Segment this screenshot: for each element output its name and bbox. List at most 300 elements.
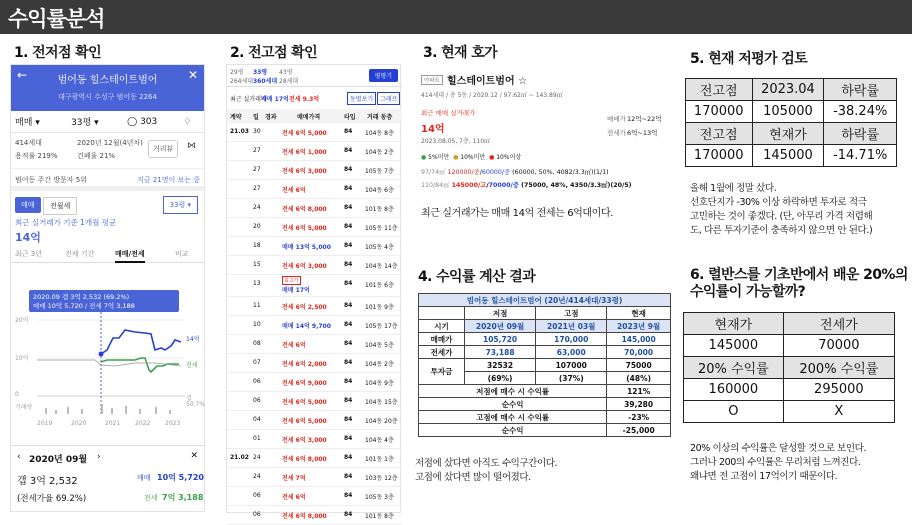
calc-note (415, 457, 557, 485)
cell-floor: 101동 1층 (365, 456, 394, 463)
calc-empty (419, 307, 465, 320)
range-tab-compare[interactable]: 비교 (175, 250, 189, 258)
sale-series-line (101, 330, 181, 354)
by-building-button[interactable]: 동별보기 (347, 92, 376, 105)
uv-h2-b: 현재가 (752, 123, 824, 145)
table-row[interactable] (227, 123, 402, 142)
table-row[interactable] (227, 430, 402, 449)
calc-note-line-2: 고점에 샀다면 많이 떨어졌다. (415, 472, 531, 483)
cell-floor: 104동 2층 (365, 149, 394, 156)
visitor-rank: 범어동 주간 방문자 5위 (15, 176, 87, 184)
selected-period-summary (11, 445, 206, 515)
cell-floor: 104동 5층 (365, 342, 394, 349)
cell-price: 전세 6억 (282, 187, 306, 194)
recent-price-label: 최근 실거래가 (230, 96, 267, 103)
uv-v1-a: 170000 (686, 101, 753, 123)
x-tick-2020: 2020 (71, 420, 87, 427)
section-5-heading: 5. 현재 저평가 검토 (690, 51, 808, 67)
y-label-top: 20억 (15, 317, 29, 324)
uv-h2-c: 하락률 (824, 123, 897, 145)
uv-v1-c: -38.24% (824, 101, 897, 123)
cell-price: 전세 6억 5,000 (282, 225, 327, 232)
rent-now: 70,000 (607, 346, 671, 359)
calc-col-now: 현재 (607, 307, 671, 320)
uv-note-line-2: 선호단지가 -30% 이상 하락하면 투자로 적극 (690, 197, 867, 208)
return-target-table (683, 312, 895, 423)
cell-price: 전세 6억 8,000 (282, 513, 327, 520)
col-elapsed: 경과 (265, 114, 277, 121)
rt-note-line-2: 그러나 200의 수익률은 무리처럼 느껴진다. (690, 457, 861, 468)
cell-month: 21.02 (230, 454, 249, 461)
sale-now: 145,000 (607, 333, 671, 346)
legend-rent: 전세 (186, 362, 198, 369)
size-dropdown[interactable]: 33평 ▾ (163, 196, 198, 214)
deal-type-select[interactable] (11, 115, 67, 128)
rent-ratio: (전세가율 69.2%) (17, 494, 87, 504)
time-now: 2023년 9월 (607, 320, 671, 333)
cell-floor: 105동 17층 (365, 323, 398, 330)
inv-now: 75000 (607, 359, 671, 372)
dot-green-icon: ● (421, 154, 427, 161)
uv-note-line-4: 도, 다른 투자기준이 충족하지 않으면 안 된다.) (690, 225, 873, 236)
cell-day: 27 (253, 147, 261, 154)
inv-pct-high: (37%) (536, 372, 607, 385)
coverage-ratio: 건폐율 21% (77, 152, 116, 160)
apartment-name: 범어동 힐스테이트범어 (57, 75, 158, 86)
cell-day: 24 (253, 454, 261, 461)
uv-v1-b: 105000 (752, 101, 824, 123)
cell-type: 84 (344, 473, 353, 480)
sale-range-label: 매매가 (607, 115, 626, 123)
comment-icon: ◯ (127, 116, 138, 127)
uv-note-line-3: 고민하는 것이 좋겠다. (단, 아무리 가격 저렴해 (690, 211, 873, 222)
volume-bars (45, 404, 171, 414)
sum-label-4: 순수익 (419, 424, 607, 437)
selected-point (99, 352, 104, 357)
rt-v1-a: 145000 (684, 335, 784, 357)
cell-price: 전세 6억 5,000 (282, 399, 327, 406)
share-icon[interactable]: ⋈ (187, 141, 196, 151)
table-row[interactable] (227, 411, 402, 430)
line2-rent: 70000/중 (488, 182, 519, 189)
cell-day: 18 (253, 242, 261, 249)
filter-row (11, 111, 204, 133)
listing-name[interactable]: 힐스테이트범어 ☆ (447, 76, 528, 87)
current-listing (421, 68, 666, 228)
chart-tooltip (29, 290, 179, 312)
gap-value: 갭 3억 2,532 (17, 476, 78, 487)
recent-price: 14억 (15, 231, 41, 244)
cell-floor: 101동 8층 (365, 206, 394, 213)
rent-low: 73,188 (465, 346, 536, 359)
page-title: 수익률분석 (8, 7, 105, 31)
cell-floor: 104동 8층 (365, 130, 394, 137)
cell-price: 전세 6억 3,000 (282, 263, 327, 270)
undervalue-table (685, 78, 897, 167)
cell-type: 84 (344, 492, 353, 499)
line1-detail: (60000, 50%, 4082/3.3㎡)(1/1) (512, 169, 609, 176)
table-row[interactable] (227, 256, 402, 275)
cell-day: 08 (253, 340, 261, 347)
rt-v2-b: 295000 (783, 379, 894, 401)
cell-floor: 101동 8층 (365, 513, 394, 520)
legend-sale: 14억 (186, 336, 200, 343)
uv-h1-a: 전고점 (686, 79, 753, 101)
cell-type: 84 (344, 340, 353, 347)
uv-h1-b: 2023.04 (752, 79, 824, 101)
sale-range: 12억~22억 (627, 115, 662, 123)
table-row[interactable] (227, 506, 402, 525)
sum-value-2: 39,280 (607, 398, 671, 411)
cell-type: 84 (344, 378, 353, 385)
cell-price: 매매 17억 (282, 287, 310, 294)
rt-note-line-3: 왜냐면 전 고점이 17억이기 때문이다. (690, 471, 838, 482)
size-dropdown-label: 33평 (169, 201, 186, 209)
calc-col-low: 저점 (465, 307, 536, 320)
table-row[interactable] (227, 275, 402, 297)
cell-price: 전세 6억 (282, 342, 306, 349)
calc-note-line-1: 저점에 샀다면 아직도 수익구간이다. (415, 458, 558, 469)
cell-price: 전세 6억 5,000 (282, 418, 327, 425)
table-row[interactable] (227, 199, 402, 218)
section-6-heading-line1: 6. 렬반스를 기초반에서 배운 20%의 (690, 267, 908, 283)
title-bar (0, 0, 912, 34)
tab-sale[interactable]: 매매 (15, 197, 41, 213)
recent-price-block (11, 215, 204, 245)
range-tab-sale-rent[interactable]: 매매/전세 (115, 249, 145, 263)
section-4-heading: 4. 수익률 계산 결과 (418, 269, 536, 285)
cell-type: 84 (344, 242, 353, 249)
uv-h1-c: 하락률 (824, 79, 897, 101)
col-price: 매매가격 (297, 114, 321, 121)
cell-floor: 103동 12층 (365, 475, 398, 482)
recent-sale-price: 14억 (421, 124, 445, 135)
uv-h2-a: 전고점 (686, 123, 753, 145)
size-select[interactable] (67, 115, 123, 128)
section-2-heading: 2. 전고점 확인 (230, 45, 318, 61)
cell-day: 30 (253, 128, 261, 135)
selected-date: 2020년 09월 (29, 455, 88, 465)
cell-floor: 104동 9층 (365, 380, 394, 387)
comments-button[interactable] (123, 117, 179, 127)
dot-red-icon: ● (489, 154, 495, 161)
comments-count: 303 (140, 116, 158, 127)
sale-low: 105,720 (465, 333, 536, 346)
tab-row (11, 191, 204, 215)
rt-h2-b: 200% 수익률 (783, 357, 894, 379)
calc-title: 범어동 힐스테이트범어 (20년/414세대/33평) (419, 294, 671, 307)
dot-orange-icon: ● (453, 154, 459, 161)
table-row[interactable] (227, 180, 402, 199)
apartment-address: 대구광역시 수성구 범어동 2264 (58, 93, 157, 101)
building-info (11, 133, 204, 169)
table-row[interactable] (227, 335, 402, 354)
cell-type: 84 (344, 147, 353, 154)
next-icon[interactable]: › (97, 452, 101, 462)
sum-value-4: -25,000 (607, 424, 671, 437)
cell-price: 전세 6억 2,500 (282, 304, 327, 311)
line2-size: 110/84㎡ (421, 182, 450, 189)
cell-day: 06 (253, 378, 261, 385)
x-tick-2022: 2022 (135, 420, 151, 427)
x-tick-2021: 2021 (105, 420, 121, 427)
cell-floor: 101동 9층 (365, 304, 394, 311)
recent-price-row (227, 91, 402, 105)
cell-price: 전세 6억 3,000 (282, 437, 327, 444)
listing-line-2: 110/84㎡ 145000/고/70000/중 (75000, 48%, 4350/3.3㎡)(20/5) (421, 182, 632, 189)
line1-rent: 60000/중 (481, 169, 511, 176)
uv-v2-b: 145000 (752, 145, 824, 167)
time-high: 2021년 03월 (536, 320, 607, 333)
recent-rent: 전세 9.3억 (289, 96, 320, 103)
section-6-heading-line2: 수익률이 가능할까? (690, 284, 806, 300)
distance-view-button[interactable]: 거리뷰 (148, 140, 178, 158)
undervalue-note (690, 182, 872, 238)
size-tab-row (227, 65, 402, 87)
table-row[interactable] (227, 468, 402, 487)
cell-day: 10 (253, 321, 261, 328)
table-row[interactable] (227, 297, 402, 316)
cell-type: 84 (344, 128, 353, 135)
uv-note-line-1: 올해 1월에 정말 샀다. (690, 183, 777, 194)
chevron-down-icon: ▾ (35, 118, 40, 128)
return-target-note (690, 442, 866, 484)
cell-floor: 105동 3층 (365, 494, 394, 501)
prev-icon[interactable]: ‹ (17, 452, 21, 462)
size-tab-43[interactable]: 43평 28세대 (279, 69, 299, 85)
size-tab-33[interactable]: 33평 360세대 (253, 69, 278, 85)
time-low: 2020년 09월 (465, 320, 536, 333)
current-note: 최근 실거래가는 매매 14억 전세는 6억대이다. (421, 208, 613, 219)
cell-type: 84 (344, 185, 353, 192)
cell-day: 06 (253, 492, 261, 499)
cell-type: 84 (344, 511, 353, 518)
rent-series-line (101, 358, 179, 372)
table-row[interactable] (227, 487, 402, 506)
line2-detail: (75000, 48%, 4350/3.3㎡)(20/5) (521, 182, 632, 189)
cell-type: 84 (344, 435, 353, 442)
sum-label-2: 순수익 (419, 398, 607, 411)
rt-h1-b: 전세가 (783, 313, 894, 335)
rt-v3-b: X (783, 401, 894, 423)
cell-price: 매매 13억 5,000 (282, 244, 331, 251)
cell-price: 전세 6억 9,000 (282, 380, 327, 387)
rt-v2-a: 160000 (684, 379, 784, 401)
cell-floor: 104동 15층 (365, 399, 398, 406)
cell-type: 84 (344, 416, 353, 423)
recent-sale-date: 2023.08.05, 7층, 110㎡ (421, 138, 491, 145)
recent-price-label: 최근 실거래가 기준 1개월 평균 (15, 218, 117, 227)
cell-month: 21.03 (230, 128, 249, 135)
size-tab-29[interactable]: 29평 264세대 (230, 69, 254, 85)
cell-type: 84 (344, 261, 353, 268)
row-rent-label: 전세가 (419, 346, 465, 359)
volume-label: 거래량 (15, 404, 33, 411)
rent-label: 전세 (144, 494, 158, 502)
x-tick-2019: 2019 (37, 420, 53, 427)
size-info-button[interactable]: 평형기 (369, 69, 398, 82)
tooltip-line-2: 매매 10억 5,720 / 전세 7억 3,188 (33, 302, 135, 310)
col-type: 타입 (344, 114, 356, 121)
table-row[interactable] (227, 237, 402, 256)
return-calc-table (418, 293, 671, 437)
cell-day: 01 (253, 435, 261, 442)
inv-high: 107000 (536, 359, 607, 372)
close-icon[interactable]: ✕ (187, 68, 198, 82)
cell-floor: 104동 4층 (365, 437, 394, 444)
transaction-history (226, 64, 401, 520)
cell-type: 84 (344, 204, 353, 211)
cell-floor: 101동 6층 (365, 282, 394, 289)
cell-floor: 104동 6층 (365, 187, 394, 194)
table-row[interactable] (227, 161, 402, 180)
y-label-mid: 10억 (15, 355, 29, 362)
chevron-down-icon: ▾ (94, 118, 99, 128)
cell-day: 04 (253, 416, 261, 423)
table-row[interactable] (227, 142, 402, 161)
inv-low: 32532 (465, 359, 536, 372)
cell-day: 27 (253, 166, 261, 173)
y-label-zero: 0 (15, 391, 19, 398)
cell-type: 84 (344, 302, 353, 309)
rt-v3-a: O (684, 401, 784, 423)
app-header (11, 65, 204, 111)
line1-sale: 120000/중 (447, 169, 480, 176)
cell-day: 27 (253, 185, 261, 192)
cell-floor: 105동 11층 (365, 225, 398, 232)
cell-day: 13 (253, 280, 261, 287)
col-contract: 계약 (230, 114, 242, 121)
rent-range: 6억~13억 (627, 129, 658, 137)
built-date: 2020년 12월(4년차) (77, 139, 143, 147)
cell-type: 84 (344, 223, 353, 230)
cell-type: 84 (344, 359, 353, 366)
line2-sale: 145000/고 (451, 182, 487, 189)
table-row[interactable] (227, 392, 402, 411)
cell-floor: 104동 20층 (365, 418, 398, 425)
rt-h2-a: 20% 수익률 (684, 357, 784, 379)
range-tabs (11, 245, 204, 263)
cell-type: 84 (344, 280, 353, 287)
sum-value-3: -23% (607, 411, 671, 424)
floor-area-ratio: 용적률 219% (15, 152, 58, 160)
cell-type: 84 (344, 321, 353, 328)
cell-day: 20 (253, 223, 261, 230)
rent-value: 7억 3,188 (162, 493, 204, 502)
cell-day: 11 (253, 302, 261, 309)
cell-price: 전세 7억 (282, 475, 306, 482)
bell-icon[interactable]: ♢ (183, 116, 192, 127)
legend-under5: 5%미만 (428, 154, 450, 161)
graph-button[interactable]: 그래프 (377, 92, 400, 105)
inv-pct-now: (48%) (607, 372, 671, 385)
uv-v2-a: 170000 (686, 145, 753, 167)
rent-high: 63,000 (536, 346, 607, 359)
legend-over10: 10%이상 (496, 154, 522, 161)
section-1-heading: 1. 전저점 확인 (14, 45, 102, 61)
rt-note-line-1: 20% 이상의 수익률은 달성할 것으로 보인다. (690, 443, 867, 454)
sum-label-1: 저점에 매수 시 수익률 (419, 385, 607, 398)
units: 414세대 (15, 139, 42, 147)
rt-v1-b: 70000 (783, 335, 894, 357)
table-row[interactable] (227, 373, 402, 392)
cell-day: 15 (253, 261, 261, 268)
table-header (227, 109, 402, 123)
row-time-label: 시기 (419, 320, 465, 333)
inv-pct-low: (69%) (465, 372, 536, 385)
cell-price: 전세 6억 2,000 (282, 361, 327, 368)
tab-rent[interactable]: 전월세 (43, 197, 77, 215)
cell-price: 전세 6억 3,000 (282, 168, 327, 175)
close-summary-icon[interactable]: ✕ (190, 451, 198, 461)
listing-meta: 414세대 / 총 5동 / 2020.12 / 97.62㎡ ~ 143.89㎡ (421, 92, 563, 99)
gap-pct: 50.7% (186, 401, 206, 408)
cell-day: 07 (253, 359, 261, 366)
cell-day: 06 (253, 397, 261, 404)
cell-price: 매매 14억 9,700 (282, 323, 331, 330)
cell-price: 전세 6억 8,000 (282, 456, 327, 463)
cell-type: 84 (344, 166, 353, 173)
app-screenshot-lowpoint (10, 64, 205, 512)
tooltip-line-1: 2020.09 갭 3억 2,532 (69.2%) (33, 293, 130, 301)
deal-type-label: 매매 (15, 118, 33, 128)
table-row[interactable] (227, 449, 402, 468)
viewing-now-link[interactable]: 지금 21명이 보는 중 (137, 176, 200, 184)
range-tab-3y[interactable]: 최근 3년 (15, 250, 42, 258)
cell-price: 전세 6억 5,000 (282, 130, 327, 137)
cell-price: 전세 6억 (282, 494, 306, 501)
cell-floor: 104동 2층 (365, 361, 394, 368)
row-sale-label: 매매가 (419, 333, 465, 346)
rt-h1-a: 현재가 (684, 313, 784, 335)
legend (421, 152, 521, 161)
sale-label: 매매 (137, 474, 151, 482)
back-icon[interactable]: ← (17, 68, 28, 82)
cell-type: 84 (344, 454, 353, 461)
col-day: 일 (253, 114, 259, 121)
gap-series-line (37, 360, 181, 366)
price-chart (15, 290, 206, 430)
table-row[interactable] (227, 218, 402, 237)
gap-label: 갭 (186, 395, 192, 402)
uv-v2-c: -14.71% (824, 145, 897, 167)
cell-floor: 105동 7층 (365, 168, 394, 175)
table-row[interactable] (227, 354, 402, 373)
recent-sale-label: 최근 매매 실거래가 (421, 109, 476, 117)
cell-price: 전세 6억 8,000 (282, 206, 327, 213)
sum-value-1: 121% (607, 385, 671, 398)
x-tick-2023: 2023 (165, 420, 181, 427)
listing-line-1: 97/74㎡ 120000/중/60000/중 (60000, 50%, 4082/3.3㎡)(1/1) (421, 169, 609, 176)
row-invest-label: 투자금 (419, 359, 465, 385)
range-tab-all[interactable]: 전체 기간 (65, 250, 95, 258)
sale-value: 10억 5,720 (157, 473, 204, 482)
rent-range-label: 전세가 (607, 129, 626, 137)
table-row[interactable] (227, 316, 402, 335)
col-building-floor: 거래 동층 (367, 114, 393, 121)
cell-day: 24 (253, 204, 261, 211)
size-label: 33평 (71, 118, 92, 128)
cell-floor: 104동 14층 (365, 263, 398, 270)
line1-size: 97/74㎡ (421, 169, 446, 176)
cell-type: 84 (344, 397, 353, 404)
calc-col-high: 고점 (536, 307, 607, 320)
cell-floor: 105동 4층 (365, 244, 394, 251)
sale-high: 170,000 (536, 333, 607, 346)
visitor-row (11, 169, 204, 191)
cell-day: 24 (253, 473, 261, 480)
cell-day: 06 (253, 511, 261, 518)
